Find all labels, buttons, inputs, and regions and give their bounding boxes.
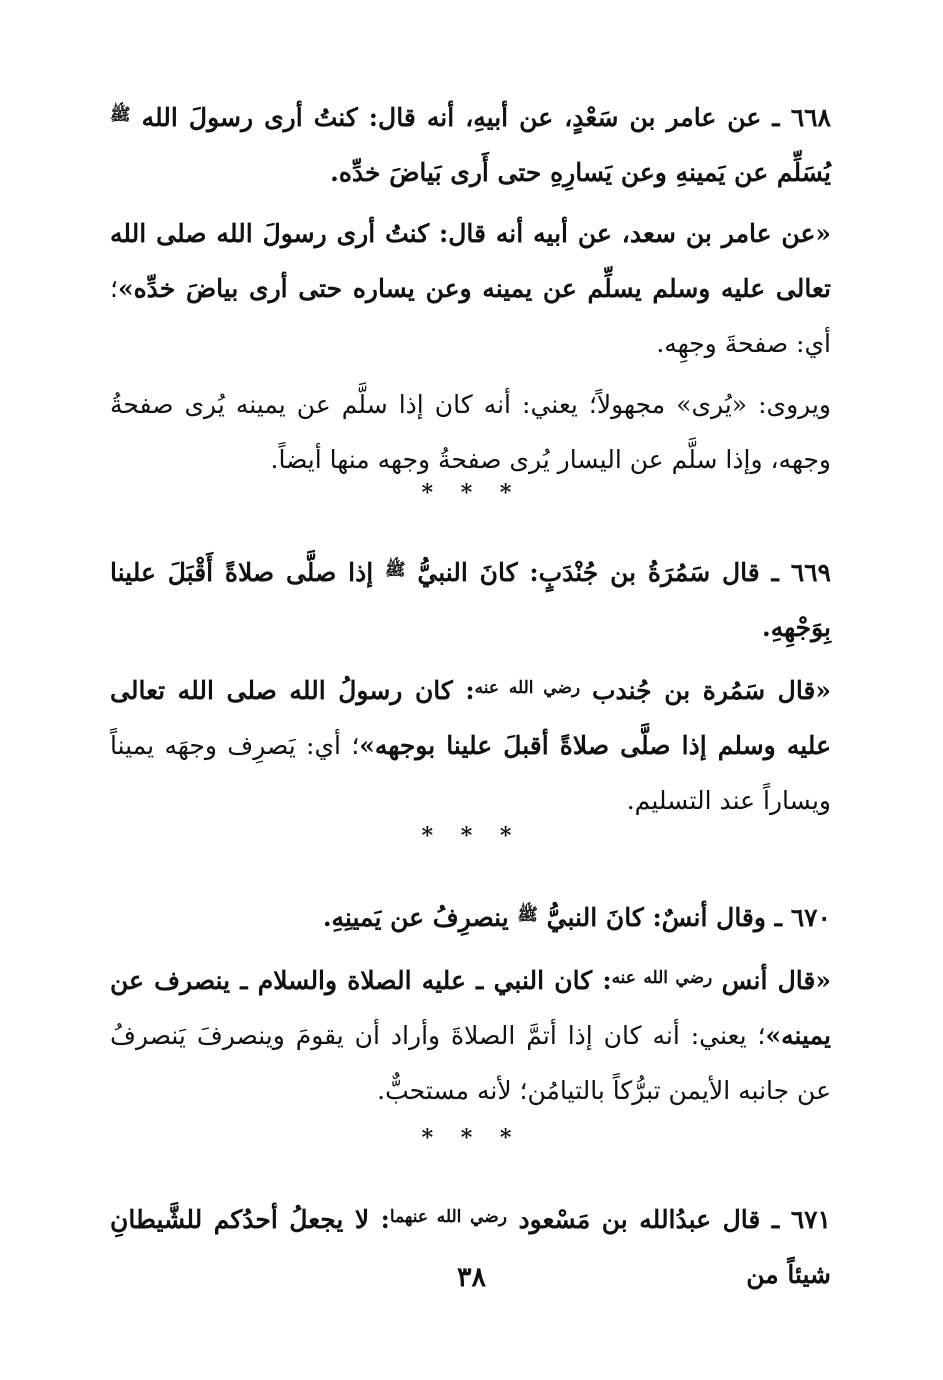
radiya-glyph: رضي الله عنه — [611, 968, 713, 988]
commentary — [110, 661, 831, 828]
hadith-text-part: ينصرِفُ عن يَمينِهِ. — [322, 903, 509, 932]
hadith-text-part: ٦٧١ ـ قال عبدُالله بن مَسْعود — [518, 1205, 831, 1234]
hadith-section-670 — [110, 888, 831, 1118]
commentary-quote: «قال أنس — [721, 966, 831, 995]
section-separator: * * * — [421, 480, 522, 506]
section-separator: * * * — [421, 823, 522, 849]
commentary-text: ؛ يعني: أنه كان إذا أتمَّ الصلاةَ وأراد أن يقومَ وينصرفَ يَنصرفُ عن جانبه الأيمن تبرُّكاً بالتيامُن؛ لأنه مستحبٌّ. — [110, 1021, 831, 1105]
commentary — [110, 206, 831, 371]
commentary-quote: «قال سَمُرة بن جُندب — [591, 676, 832, 705]
commentary-quote: «عن عامر بن سعد، عن أبيه أنه قال: كنتُ أرى رسولَ الله صلى الله تعالى عليه وسلم يسلِّم عن يمينه وعن يساره حتى أرى بياضَ خدِّه» — [110, 219, 831, 303]
commentary-text: ؛ أي: صفحةَ وجهِه. — [110, 274, 831, 358]
commentary-quote: : كان رسولُ الله صلى الله تعالى عليه وسلم إذا صلَّى صلاةً أقبلَ علينا بوجهه» — [110, 676, 831, 760]
radiya-glyph: رضي الله عنه — [474, 678, 581, 698]
hadith-text-part: : لا يجعلُ أحدُكم للشَّيطانِ شيئاً من — [110, 1205, 831, 1289]
hadith-section-669 — [110, 543, 831, 828]
section-separator: * * * — [421, 1125, 522, 1151]
hadith-text-part: إذا صلَّى صلاةً أَقْبَلَ علينا بِوَجْهِهِ. — [110, 558, 831, 642]
radiya-glyph: رضي الله عنهما — [389, 1207, 507, 1227]
commentary-text: ؛ أي: يَصرِف وجهَه يميناً ويساراً عند التسليم. — [110, 731, 831, 815]
hadith-text — [110, 888, 831, 945]
hadith-text-part: ٦٦٨ ـ عن عامر بن سَعْدٍ، عن أبيهِ، أنه قال: كنتُ أرى رسولَ الله — [141, 103, 831, 132]
hadith-text-part: ٦٦٩ ـ قال سَمُرَةُ بن جُنْدَبٍ: كانَ النبيُّ — [417, 558, 831, 587]
salawat-glyph: ﷺ — [517, 905, 538, 925]
hadith-section-668 — [110, 88, 831, 487]
hadith-text-part: ٦٧٠ ـ وقال أنسٌ: كانَ النبيُّ — [546, 903, 831, 932]
salawat-glyph: ﷺ — [385, 560, 406, 580]
salawat-glyph: ﷺ — [110, 105, 131, 125]
hadith-text — [110, 543, 831, 655]
commentary-quote: : كان النبي ـ عليه الصلاة والسلام ـ ينصرف عن يمينه» — [110, 966, 831, 1050]
hadith-text — [110, 88, 831, 200]
commentary — [110, 951, 831, 1118]
page-number: ٣٨ — [456, 1262, 486, 1293]
commentary-extra: ويروى: «يُرى» مجهولاً؛ يعني: أنه كان إذا سلَّم عن يمينه يُرى صفحةُ وجهه، وإذا سلَّم عن اليسار يُرى صفحةُ وجهه منها أيضاً. — [110, 390, 831, 474]
hadith-text-part: يُسَلِّم عن يَمينهِ وعن يَسارِهِ حتى أَرى بَياضَ خدِّه. — [330, 158, 831, 187]
